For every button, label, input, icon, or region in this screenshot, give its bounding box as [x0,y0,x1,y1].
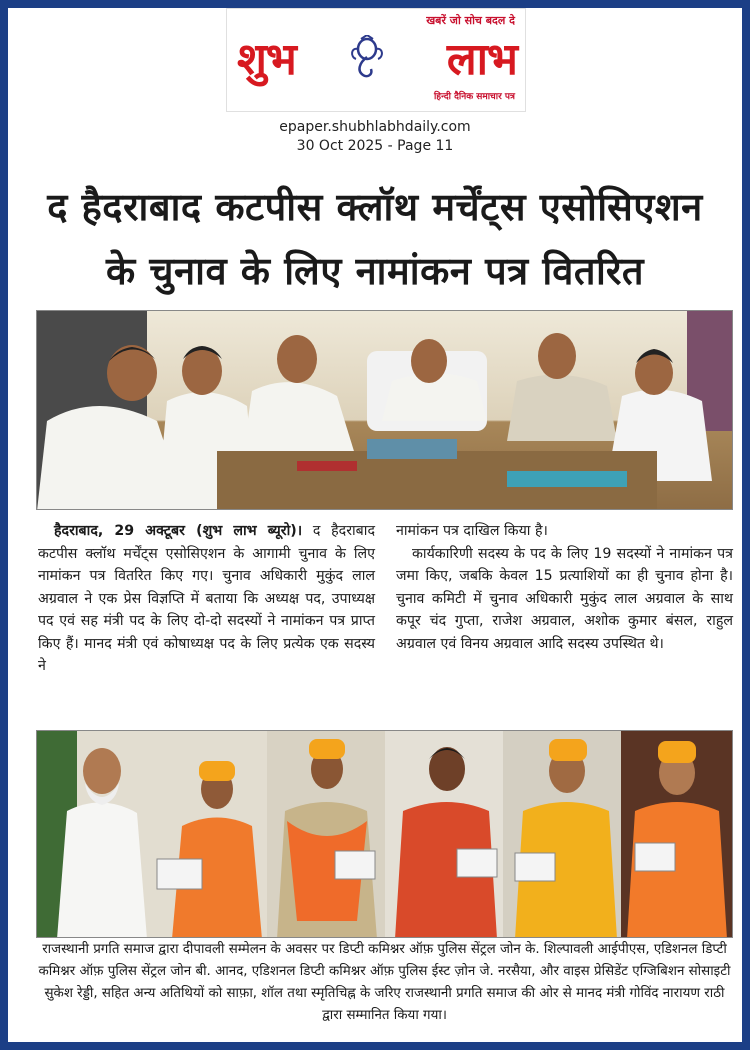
article-paragraph-1 [38,520,375,678]
felicitation-photo-illustration [37,731,733,938]
article-paragraph-3: कार्यकारिणी सदस्य के पद के लिए 19 सदस्यों ने नामांकन पत्र जमा किए, जबकि केवल 15 प्रत्याशियों का ही चुनाव होना है। चुनाव कमिटी में चुनाव अधिकारी मुकुंद लाल अग्रवाल के साथ कपूर चंद गुप्ता, राजेश अग्रवाल, अशोक कुमार बंसल, राहुल अग्रवाल एवं विनय अग्रवाल आदि सदस्य उपस्थित थे। [396,545,733,652]
article-dateline: हैदराबाद, 29 अक्टूबर (शुभ लाभ ब्यूरो)। [54,523,303,539]
masthead-tagline: खबरें जो सोच बदल दे [426,14,515,27]
headline-line-1: द हैदराबाद कटपीस क्लॉथ मर्चेंट्स एसोसिएशन [47,185,703,229]
edition-url: epaper.shubhlabhdaily.com [279,119,471,135]
article-paragraph-2: नामांकन पत्र दाखिल किया है। [396,523,548,539]
article-paragraph-1-text: द हैदराबाद कटपीस क्लॉथ मर्चेंट्स एसोसिएशन के आगामी चुनाव के लिए नामांकन पत्र वितरित किए गए। चुनाव अधिकारी मुकुंद लाल अग्रवाल ने एक प्रेस विज्ञप्ति में बताया कि अध्यक्ष पद, उपाध्यक्ष पद एवं सह मंत्री पद के लिए दो-दो सदस्यों ने नामांकन पत्र प्राप्त किए हैं। मानद मंत्री एवं कोषाध्यक्ष पद के लिए प्रत्येक एक सदस्य ने [38,523,375,674]
meeting-photo [36,310,733,510]
felicitation-photo [36,730,733,938]
article-column-left [38,520,375,678]
masthead-logo [226,8,526,112]
logo-word-left: शुभ [237,34,296,85]
headline-line-2: के चुनाव के लिए नामांकन पत्र वितरित [105,249,645,293]
masthead-subtitle: हिन्दी दैनिक समाचार पत्र [433,92,515,102]
photo-caption: राजस्थानी प्रगति समाज द्वारा दीपावली सम्मेलन के अवसर पर डिप्टी कमिश्नर ऑफ़ पुलिस सेंट्रल जोन के. शिल्पावली आईपीएस, एडिशनल डिप्टी कमिश्नर ऑफ़ पुलिस सेंट्रल जोन बी. आनद, एडिशनल डिप्टी कमिश्नर ऑफ़ पुलिस ईस्ट ज़ोन जे. नरसैया, और वाइस प्रेसिडेंट एग्जिबिशन सोसाइटी सुकेश रेड्डी, सहित अन्य अतिथियों को साफ़ा, शॉल तथा स्मृतिचिह्न के जरिए राजस्थानी प्रगति समाज की ओर से मानद मंत्री गोविंद नारायण राठी द्वारा सम्मानित किया गया। [38,942,731,1023]
edition-date-page: 30 Oct 2025 - Page 11 [296,138,454,154]
epaper-page [8,8,742,1042]
logo-word-right: लाभ [446,34,517,85]
article-column-right [396,520,733,655]
meeting-photo-illustration [37,311,733,510]
ganesh-icon [347,35,387,81]
